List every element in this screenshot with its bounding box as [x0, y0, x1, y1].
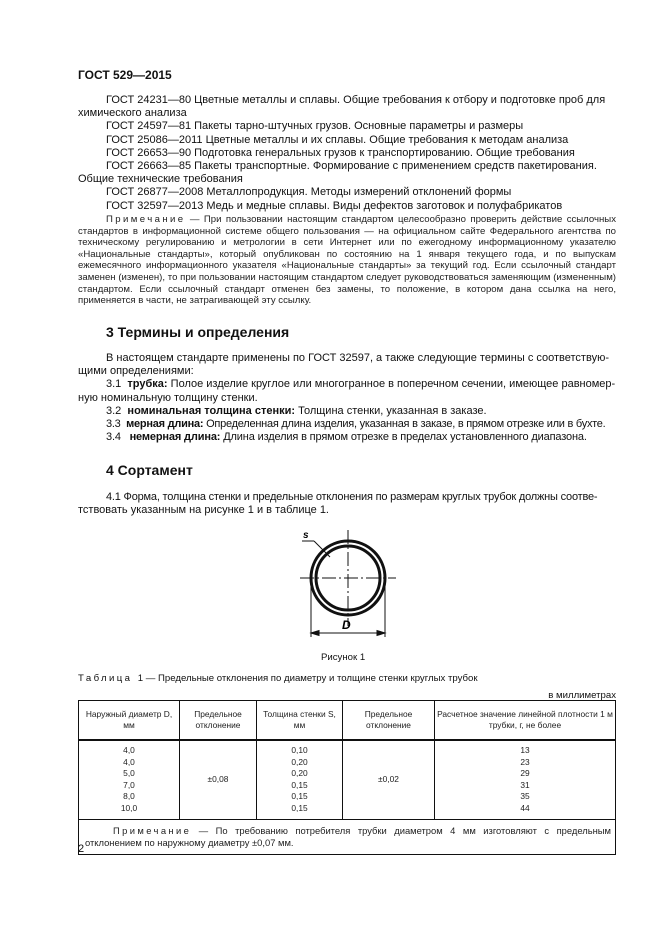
walls-cell: 0,10 0,20 0,20 0,15 0,15 0,15 [257, 740, 343, 819]
diameter-label: D [342, 618, 351, 632]
document-header: ГОСТ 529—2015 [78, 68, 172, 82]
header-wall-thickness: Толщина стенки S, мм [257, 701, 343, 741]
term-item: 3.4 немерная длина: Длина изделия в прямом отрезке в пределах установленного диапазона. [106, 431, 587, 444]
diameters-cell: 4,0 4,0 5,0 7,0 8,0 10,0 [79, 740, 180, 819]
tolerance-table [78, 700, 616, 855]
reference-item: ГОСТ 26653—90 Подготовка генеральных грузов к транспортированию. Общие требования [106, 146, 575, 159]
section-4-title: 4 Сортамент [106, 462, 193, 478]
reference-item: ГОСТ 26877—2008 Металлопродукция. Методы измерений отклонений формы [106, 186, 512, 199]
section-3-title: 3 Термины и определения [106, 324, 290, 340]
header-outer-diameter: Наружный диаметр D, мм [79, 701, 180, 741]
header-linear-density: Расчетное значение линейной плотности 1 м трубки, г, не более [435, 701, 616, 741]
reference-item-cont: химического анализа [78, 107, 187, 120]
term-item: 3.3 мерная длина: Определенная длина изделия, указанная в заказе, в прямом отрезке или в бухте. [106, 418, 606, 431]
reference-item: ГОСТ 24231—80 Цветные металлы и сплавы. Общие требования к отбору и подготовке проб для [106, 94, 606, 106]
table-row [79, 740, 616, 819]
reference-item: ГОСТ 24597—81 Пакеты тарно-штучных грузов. Основные параметры и размеры [106, 120, 524, 133]
center-lines [300, 530, 396, 626]
term-item: 3.2 номинальная толщина стенки: Толщина стенки, указанная в заказе. [106, 404, 487, 417]
header-wall-tolerance: Предельное отклонение [343, 701, 435, 741]
section-4-body: 4.1 Форма, толщина стенки и предельные отклонения по размерам круглых трубок должны соотве- тствовать указанным на рисунке 1 и в таблице 1. [78, 491, 598, 517]
page-number: 2 [78, 843, 85, 855]
header-diameter-tolerance: Предельное отклонение [180, 701, 257, 741]
wall-thickness-label: s [303, 530, 309, 541]
table-note: Примечание — По требованию потребителя трубки диаметром 4 мм изготовляют с предельным отклонением по наружному диаметру ±0,07 мм. [79, 819, 616, 854]
section-3-intro: В настоящем стандарте применены по ГОСТ 32597, а также следующие термины с соответствую- [106, 352, 609, 364]
reference-note [78, 214, 616, 307]
figure-caption: Рисунок 1 [321, 652, 366, 663]
reference-item: ГОСТ 32597—2013 Медь и медные сплавы. Виды дефектов заготовок и полуфабрикатов [106, 199, 563, 212]
section-3-body: В настоящем стандарте применены по ГОСТ 32597, а также следующие термины с соответствую- щими определениями: 3.1 трубка: Полое изделие круглое или многогранное в поперечном сечении, имеющее равномер- ную номинальную толщину стенки. 3.2 номинальная толщина стенки: Толщина стенки, указанная в заказе. 3.3 мерная длина: Определенная длина изделия, указанная в заказе, в прямом отрезке или в бухте. 3.4 немерная длина: Длина изделия в прямом отрезке в пределах установленного диапазона. [78, 352, 616, 444]
reference-item: ГОСТ 26663—85 Пакеты транспортные. Формирование с применением средств пакетирования. [106, 160, 597, 173]
reference-list [78, 94, 616, 213]
reference-item-cont: Общие технические требования [78, 173, 243, 186]
densities-cell: 13 23 29 31 35 44 [435, 740, 616, 819]
table-note-row [79, 819, 616, 854]
tube-cross-section-figure [290, 525, 410, 645]
table-caption: Таблица 1 — Предельные отклонения по диаметру и толщине стенки круглых трубок [78, 673, 478, 684]
wall-tolerance-cell: ±0,02 [343, 740, 435, 819]
reference-item: ГОСТ 25086—2011 Цветные металлы и их сплавы. Общие требования к методам анализа [106, 133, 569, 146]
term-item: 3.1 трубка: Полое изделие круглое или многогранное в поперечном сечении, имеющее равномер- [106, 378, 616, 391]
note-label: Примечание [106, 214, 186, 225]
note-text: — При пользовании настоящим стандартом целесообразно проверить действие ссылочных стандартов в информационной системе общего пользования — на официальном сайте Федерального агентства по техническому регулированию и метрологии в сети Интернет или по ежегодному информационному указателю «Национальные стандарты», который опубликован по состоянию на 1 января текущего года, и по выпускам ежемесячного информационного указателя «Национальные стандарты» за текущий год. Если ссылочный стандарт заменен (изменен), то при пользовании настоящим стандартом следует руководствоваться заменяющим (измененным) стандартом. Если ссылочный стандарт отменен без замены, то положение, в котором дана ссылка на него, применяется в части, не затрагивающей эту ссылку. [78, 214, 617, 307]
table-units: в миллиметрах [548, 690, 616, 701]
table-header-row [79, 701, 616, 741]
diameter-tolerance-cell: ±0,08 [180, 740, 257, 819]
